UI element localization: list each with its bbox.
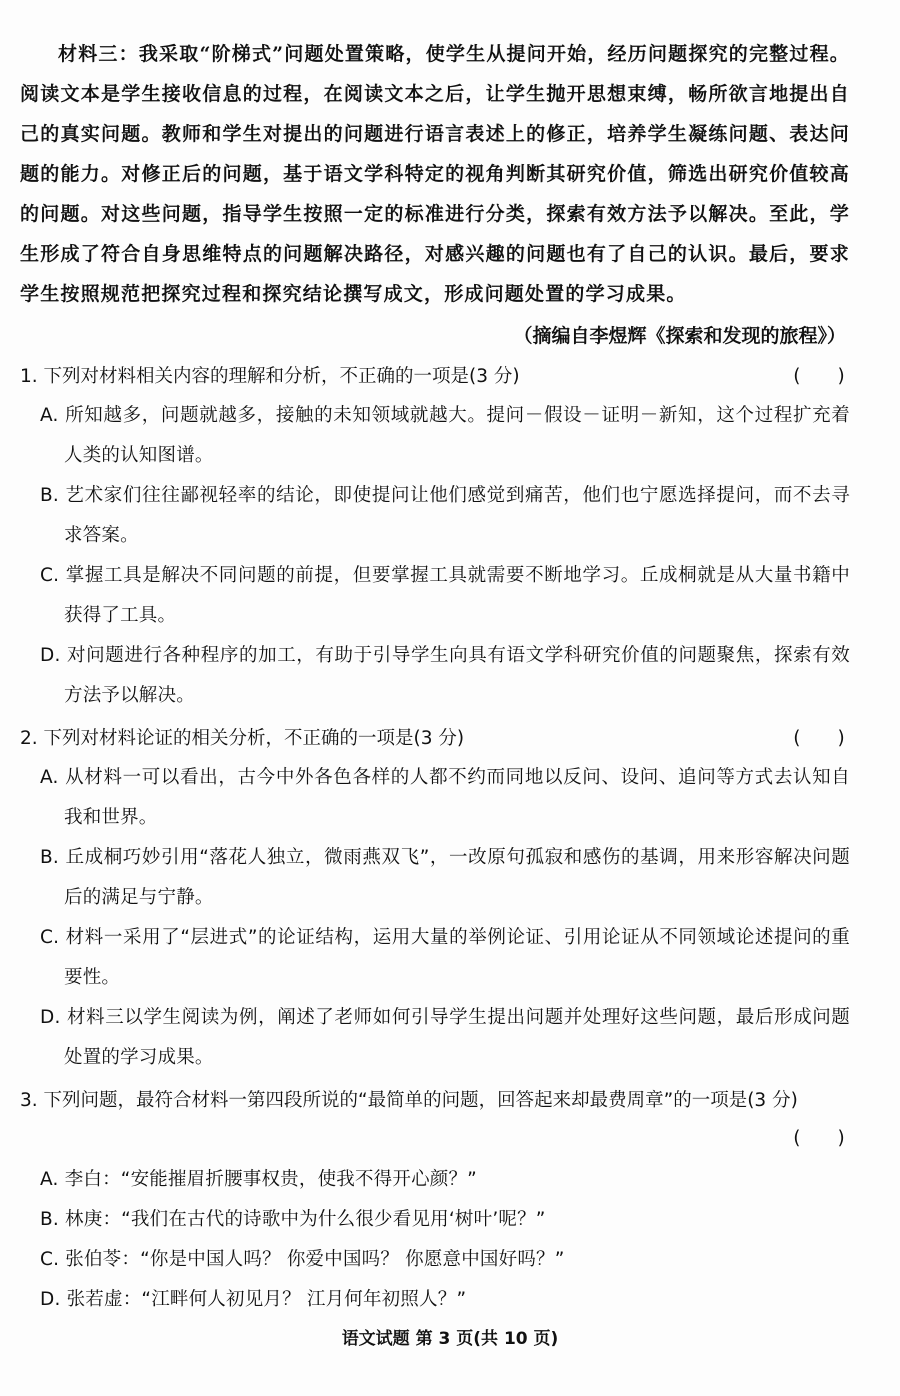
passage-source: （摘编自李煜辉《探索和发现的旅程》）	[513, 325, 846, 347]
answer-bracket[interactable]: ( )	[793, 366, 845, 387]
option-c: C. 掌握工具是解决不同问题的前提，但要掌握工具就需要不断地学习。丘成桐就是从大量书籍中获得了工具。	[40, 565, 850, 626]
question-3	[20, 1082, 850, 1320]
option-c: C. 材料一采用了“层进式”的论证结构，运用大量的举例论证、引用论证从不同领域论述提问的重要性。	[40, 927, 850, 988]
option-a: A. 李白：“安能摧眉折腰事权贵，使我不得开心颜？”	[40, 1169, 477, 1190]
option-b: B. 丘成桐巧妙引用“落花人独立，微雨燕双飞”，一改原句孤寂和感伤的基调，用来形容解决问题后的满足与宁静。	[40, 847, 850, 908]
option-d: D. 对问题进行各种程序的加工，有助于引导学生向具有语文学科研究价值的问题聚焦，探索有效方法予以解决。	[40, 645, 850, 706]
answer-bracket[interactable]: ( )	[793, 728, 845, 749]
option-b: B. 艺术家们往往鄙视轻率的结论，即使提问让他们感觉到痛苦，他们也宁愿选择提问，而不去寻求答案。	[40, 485, 850, 546]
question-1	[20, 358, 850, 716]
question-2	[20, 720, 850, 1078]
material-label: 材料三：	[58, 43, 139, 65]
option-a: A. 从材料一可以看出，古今中外各色各样的人都不约而同地以反问、设问、追问等方式去认知自我和世界。	[40, 767, 850, 828]
material-three-passage	[20, 34, 850, 314]
question-stem-text: 1. 下列对材料相关内容的理解和分析，不正确的一项是(3 分)	[20, 366, 520, 387]
question-stem-text: 2. 下列对材料论证的相关分析，不正确的一项是(3 分)	[20, 728, 465, 749]
question-stem	[20, 1082, 850, 1120]
option-d: D. 张若虚：“江畔何人初见月？ 江月何年初照人？”	[40, 1289, 467, 1310]
option-d: D. 材料三以学生阅读为例，阐述了老师如何引导学生提出问题并处理好这些问题，最后形成问题处置的学习成果。	[40, 1007, 850, 1068]
answer-bracket-line	[20, 1120, 850, 1160]
question-stem	[20, 720, 850, 758]
option-a: A. 所知越多，问题就越多，接触的未知领域就越大。提问－假设－证明－新知，这个过程扩充着人类的认知图谱。	[40, 405, 850, 466]
question-stem	[20, 358, 850, 396]
material-text: 我采取“阶梯式”问题处置策略，使学生从提问开始，经历问题探究的完整过程。阅读文本是学生接收信息的过程，在阅读文本之后，让学生抛开思想束缚，畅所欲言地提出自己的真实问题。教师和学生对提出的问题进行语言表述上的修正，培养学生凝练问题、表达问题的能力。对修正后的问题，基于语文学科特定的视角判断其研究价值，筛选出研究价值较高的问题。对这些问题，指导学生按照一定的标准进行分类，探索有效方法予以解决。至此，学生形成了符合自身思维特点的问题解决路径，对感兴趣的问题也有了自己的认识。最后，要求学生按照规范把探究过程和探究结论撰写成文，形成问题处置的学习成果。	[20, 43, 850, 305]
page-footer: 语文试题 第 3 页(共 10 页)	[341, 1329, 559, 1349]
question-stem-text: 3. 下列问题，最符合材料一第四段所说的“最简单的问题，回答起来却最费周章”的一项是(3 分)	[20, 1090, 798, 1111]
option-c: C. 张伯苓：“你是中国人吗？ 你爱中国吗？ 你愿意中国好吗？”	[40, 1249, 565, 1270]
answer-bracket[interactable]: ( )	[793, 1128, 845, 1149]
option-b: B. 林庚：“我们在古代的诗歌中为什么很少看见用‘树叶’呢？”	[40, 1209, 546, 1230]
